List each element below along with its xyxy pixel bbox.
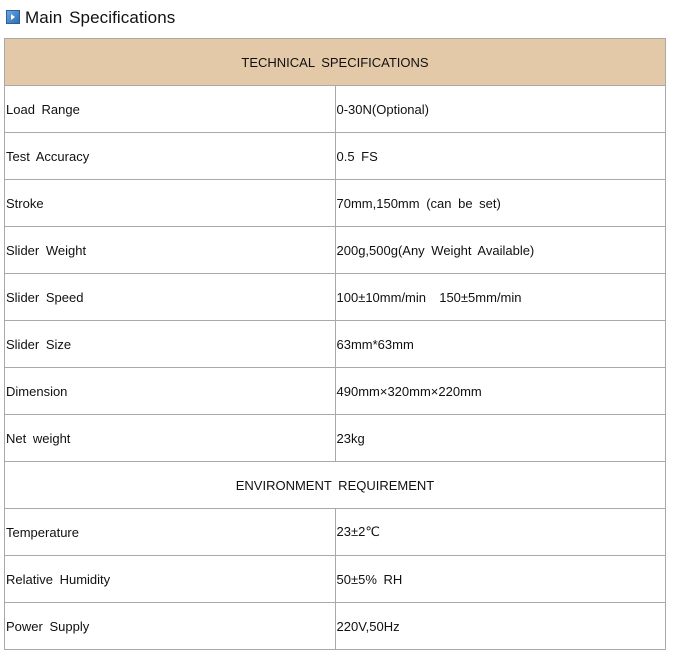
table-row [5, 321, 666, 368]
spec-label: Slider Size [5, 321, 336, 368]
spec-label: Slider Weight [5, 227, 336, 274]
technical-specifications-header: TECHNICAL SPECIFICATIONS [5, 39, 666, 86]
env-label: Power Supply [5, 603, 336, 650]
spec-label: Stroke [5, 180, 336, 227]
table-row [5, 603, 666, 650]
table-row [5, 509, 666, 556]
table-row [5, 86, 666, 133]
table-row [5, 274, 666, 321]
spec-label: Test Accuracy [5, 133, 336, 180]
env-value: 220V,50Hz [335, 603, 666, 650]
specifications-table [4, 38, 666, 650]
env-label: Temperature [5, 509, 336, 556]
table-row [5, 180, 666, 227]
spec-value: 0-30N(Optional) [335, 86, 666, 133]
spec-label: Slider Speed [5, 274, 336, 321]
spec-value: 100±10mm/min 150±5mm/min [335, 274, 666, 321]
spec-value: 70mm,150mm (can be set) [335, 180, 666, 227]
spec-value: 0.5 FS [335, 133, 666, 180]
table-row [5, 227, 666, 274]
section-title: Main Specifications [25, 8, 176, 27]
spec-value: 490mm×320mm×220mm [335, 368, 666, 415]
arrow-icon [6, 10, 20, 24]
section-heading [6, 6, 175, 30]
table-row [5, 368, 666, 415]
technical-header-row [5, 39, 666, 86]
spec-label: Net weight [5, 415, 336, 462]
env-value: 23±2℃ [335, 509, 666, 556]
environment-header-row [5, 462, 666, 509]
environment-requirement-header: ENVIRONMENT REQUIREMENT [5, 462, 666, 509]
table-row [5, 133, 666, 180]
table-row [5, 415, 666, 462]
env-value: 50±5% RH [335, 556, 666, 603]
spec-value: 23kg [335, 415, 666, 462]
env-label: Relative Humidity [5, 556, 336, 603]
table-row [5, 556, 666, 603]
spec-label: Load Range [5, 86, 336, 133]
spec-value: 63mm*63mm [335, 321, 666, 368]
spec-label: Dimension [5, 368, 336, 415]
spec-value: 200g,500g(Any Weight Available) [335, 227, 666, 274]
